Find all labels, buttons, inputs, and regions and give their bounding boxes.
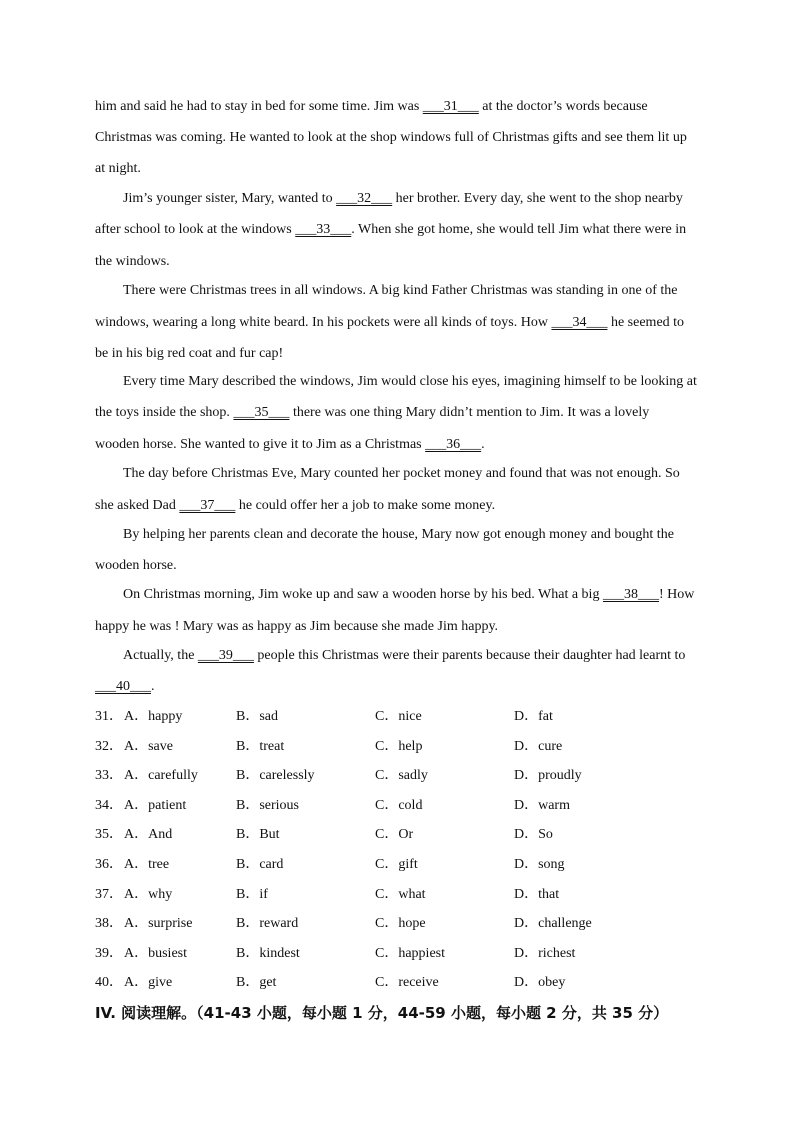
passage-line <box>95 253 170 271</box>
answer-option[interactable]: B．get <box>236 975 277 991</box>
answer-option[interactable]: B．reward <box>236 916 299 932</box>
passage-line <box>95 497 495 515</box>
answer-option[interactable]: C．what <box>375 886 426 902</box>
answer-option[interactable]: A．tree <box>124 857 170 872</box>
answer-option[interactable]: D．challenge <box>514 916 592 932</box>
answer-blank: ___36___ <box>425 437 482 452</box>
answer-blank: ___35___ <box>233 405 290 420</box>
answer-option[interactable]: A．surprise <box>124 916 193 932</box>
passage-line <box>95 98 648 116</box>
passage-line <box>95 129 687 147</box>
passage-text: happy he was ! Mary was as happy as Jim because she made Jim happy. <box>95 619 499 634</box>
passage-text: she asked Dad <box>95 498 180 513</box>
passage-line <box>123 586 694 604</box>
passage-line <box>95 404 649 422</box>
passage-text: at the doctor’s words because <box>478 99 648 114</box>
passage-text: Every time Mary described the windows, Jim would close his eyes, imagining himself to be looking at <box>123 374 697 389</box>
answer-option[interactable]: D．proudly <box>514 768 582 784</box>
answer-option[interactable]: C．nice <box>375 709 422 724</box>
passage-text: after school to look at the windows <box>95 222 296 237</box>
passage-text: Christmas was coming. He wanted to look at the shop windows full of Christmas gifts and see them lit up <box>95 130 687 145</box>
answer-option[interactable]: B．kindest <box>236 945 300 961</box>
answer-option[interactable]: B．But <box>236 827 280 843</box>
answer-option[interactable]: D．obey <box>514 975 566 991</box>
answer-option[interactable]: B．treat <box>236 738 285 754</box>
question-number: 37． <box>95 886 123 902</box>
answer-option[interactable]: D．fat <box>514 709 553 724</box>
answer-option[interactable]: A．why <box>124 886 173 902</box>
answer-option[interactable]: C．Or <box>375 827 414 843</box>
question-number: 34． <box>95 797 123 813</box>
passage-text: By helping her parents clean and decorate the house, Mary now got enough money and bought the <box>123 527 674 542</box>
passage-text: . <box>151 679 155 694</box>
passage-line <box>123 282 677 300</box>
passage-line <box>95 160 141 178</box>
answer-option[interactable]: C．help <box>375 738 423 754</box>
passage-line <box>123 647 685 665</box>
passage-text: at night. <box>95 161 141 176</box>
answer-blank: ___32___ <box>336 191 393 206</box>
passage-line <box>95 618 498 636</box>
question-number: 36． <box>95 857 123 872</box>
answer-blank: ___37___ <box>179 498 236 513</box>
passage-text: Jim’s younger sister, Mary, wanted to <box>123 191 337 206</box>
answer-option[interactable]: B．card <box>236 857 284 872</box>
answer-option[interactable]: C．sadly <box>375 768 428 784</box>
answer-option[interactable]: C．receive <box>375 975 439 991</box>
answer-blank: ___38___ <box>602 587 659 602</box>
passage-text: On Christmas morning, Jim woke up and saw a wooden horse by his bed. What a big <box>123 587 603 602</box>
answer-option[interactable]: A．happy <box>124 709 183 724</box>
answer-option[interactable]: D．that <box>514 886 560 902</box>
question-number: 31． <box>95 709 123 724</box>
passage-text: him and said he had to stay in bed for some time. Jim was <box>95 99 423 114</box>
answer-option[interactable]: B．carelessly <box>236 768 315 784</box>
answer-option[interactable]: A．save <box>124 738 173 754</box>
passage-line <box>95 678 155 696</box>
passage-text: people this Christmas were their parents because their daughter had learnt to <box>253 648 686 663</box>
passage-text: there was one thing Mary didn’t mention to Jim. It was a lovely <box>289 405 650 420</box>
answer-option[interactable]: D．cure <box>514 738 563 754</box>
answer-option[interactable]: D．song <box>514 857 565 872</box>
answer-option[interactable]: C．happiest <box>375 945 445 961</box>
passage-line <box>123 526 674 544</box>
passage-text: The day before Christmas Eve, Mary counted her pocket money and found that was not enough. So <box>123 466 680 481</box>
answer-option[interactable]: A．give <box>124 975 173 991</box>
answer-option[interactable]: C．hope <box>375 916 426 932</box>
passage-line <box>123 465 680 483</box>
passage-text: wooden horse. <box>95 558 177 573</box>
question-number: 33． <box>95 768 123 784</box>
answer-option[interactable]: B．if <box>236 886 268 902</box>
answer-option[interactable]: D．warm <box>514 797 570 813</box>
answer-option[interactable]: C．gift <box>375 857 418 872</box>
question-number: 35． <box>95 827 123 843</box>
answer-option[interactable]: C．cold <box>375 797 423 813</box>
passage-line <box>123 190 683 208</box>
passage-text: ! How <box>658 587 695 602</box>
passage-text: wooden horse. She wanted to give it to Jim as a Christmas <box>95 437 426 452</box>
passage-line <box>95 345 283 363</box>
passage-text: windows, wearing a long white beard. In his pockets were all kinds of toys. How <box>95 315 552 330</box>
passage-text: the windows. <box>95 254 170 269</box>
passage-text: be in his big red coat and fur cap! <box>95 346 284 361</box>
section-heading: IV. 阅读理解。（41-43 小题，每小题 1 分，44-59 小题，每小题 2 分，共 35 分） <box>95 1004 669 1022</box>
passage-text: he could offer her a job to make some money. <box>235 498 496 513</box>
answer-blank: ___39___ <box>197 648 254 663</box>
answer-option[interactable]: A．busiest <box>124 945 187 961</box>
answer-option[interactable]: A．And <box>124 827 173 843</box>
answer-option[interactable]: B．serious <box>236 797 299 813</box>
passage-line <box>95 221 686 239</box>
passage-line <box>95 314 684 332</box>
passage-line <box>123 373 697 391</box>
passage-text: . When she got home, she would tell Jim what there were in <box>351 222 687 237</box>
answer-option[interactable]: A．patient <box>124 797 187 813</box>
passage-text: Actually, the <box>123 648 198 663</box>
question-number: 32． <box>95 738 123 754</box>
answer-option[interactable]: A．carefully <box>124 768 198 784</box>
answer-option[interactable]: D．richest <box>514 945 576 961</box>
passage-text: the toys inside the shop. <box>95 405 234 420</box>
answer-blank: ___40___ <box>95 679 151 694</box>
question-number: 40． <box>95 975 123 991</box>
answer-blank: ___34___ <box>551 315 608 330</box>
passage-line <box>95 557 177 575</box>
passage-text: . <box>481 437 485 452</box>
answer-option[interactable]: B．sad <box>236 709 278 724</box>
passage-text: he seemed to <box>607 315 685 330</box>
answer-blank: ___31___ <box>422 99 479 114</box>
passage-text: her brother. Every day, she went to the shop nearby <box>392 191 683 206</box>
question-number: 38． <box>95 916 123 932</box>
answer-blank: ___33___ <box>295 222 352 237</box>
passage-line <box>95 436 485 454</box>
question-number: 39． <box>95 945 123 961</box>
answer-option[interactable]: D．So <box>514 827 553 843</box>
passage-text: There were Christmas trees in all windows. A big kind Father Christmas was standing in one of the <box>123 283 678 298</box>
